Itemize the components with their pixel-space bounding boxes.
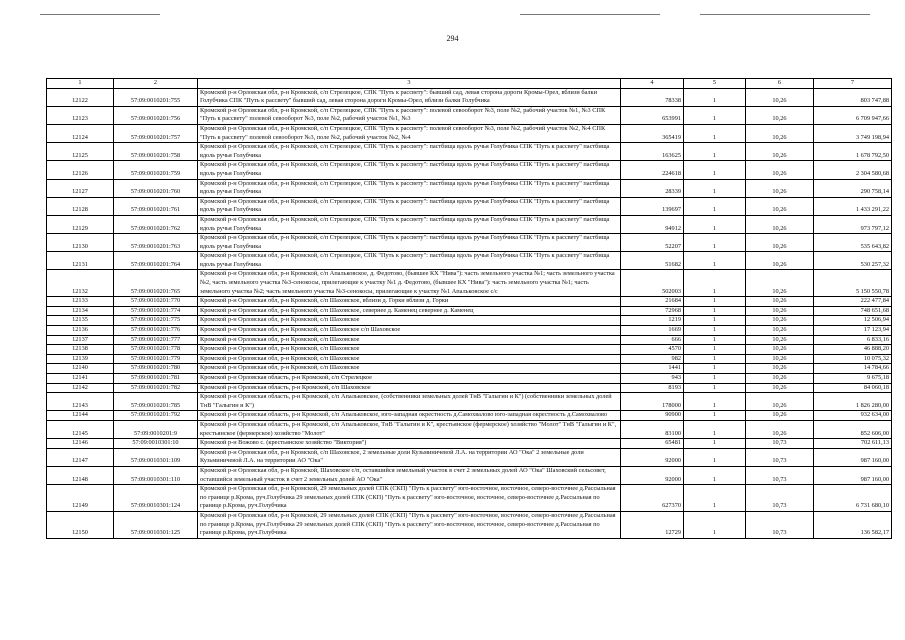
- table-row: [47, 179, 892, 197]
- total-value-cell: 702 611,13: [814, 439, 892, 449]
- location-description-cell: Кромской р-н Орловская обл, р-н Кромской, с/п Шаховское с/п Шаховское: [198, 326, 621, 336]
- location-description-cell: Кромской р-н Орловская обл, р-н Кромской, с/п Шаховское, вблизи д. Горки вблизи д. Горки: [198, 297, 621, 307]
- area-cell: 21684: [621, 297, 684, 307]
- cadastral-number-cell: 57:09:0010201:758: [114, 143, 198, 161]
- row-number-cell: 12125: [47, 143, 114, 161]
- share-cell: 1: [684, 297, 746, 307]
- price-cell: 10,73: [746, 511, 814, 538]
- share-cell: 1: [684, 161, 746, 179]
- table-row: [47, 161, 892, 179]
- table-row: [47, 511, 892, 538]
- row-number-cell: 12127: [47, 179, 114, 197]
- total-value-cell: 535 643,82: [814, 234, 892, 252]
- land-registry-table-wrapper: [46, 78, 891, 539]
- cadastral-number-cell: 57:09:0010301:109: [114, 448, 198, 466]
- area-cell: 8193: [621, 383, 684, 393]
- share-cell: 1: [684, 345, 746, 355]
- share-cell: 1: [684, 179, 746, 197]
- cadastral-number-cell: 57:09:0010201:776: [114, 326, 198, 336]
- total-value-cell: 932 634,00: [814, 411, 892, 421]
- location-description-cell: Кромской р-н Орловская обл, р-н Кромской, с/п Шаховское, севернее д. Каменец севернее д. Каменец: [198, 306, 621, 316]
- share-cell: 1: [684, 374, 746, 384]
- share-cell: 1: [684, 335, 746, 345]
- area-cell: 94912: [621, 215, 684, 233]
- row-number-cell: 12142: [47, 383, 114, 393]
- land-registry-table: [46, 78, 892, 539]
- area-cell: 1219: [621, 316, 684, 326]
- total-value-cell: 987 160,00: [814, 466, 892, 484]
- location-description-cell: Кромской р-н Орловская обл, р-н Кромской, с/п Апальковское, д. Федотово, (бывшее КХ "Нива"): часть земельного участка №1; часть земельного участка №2, часть земельного участка №3-сенокосы, прилегающие к участку №1 д. Федотово, (бывшее КХ "Нива"): часть земельного участка №1; часть земельного участка №2; часть земельного участка №3-сенокосы, прилегающие к участку №1 Апальковское с/с: [198, 270, 621, 297]
- row-number-cell: 12137: [47, 335, 114, 345]
- total-value-cell: 852 606,00: [814, 420, 892, 438]
- cadastral-number-cell: 57:09:0010201:777: [114, 335, 198, 345]
- row-number-cell: 12122: [47, 88, 114, 106]
- price-cell: 10,26: [746, 270, 814, 297]
- area-cell: 653991: [621, 106, 684, 124]
- location-description-cell: Кромской р-н Орловская обл, р-н Кромской, с/п Стрелецкое, СПК "Путь к рассвету": бывший сад, левая сторона дороги Кромы-Орел, вблизи балки Голубчика СПК "Путь к рассвету" бывший сад, левая сторона дороги Кромы-Орел, вблизи балки Голубчика: [198, 88, 621, 106]
- area-cell: 83100: [621, 420, 684, 438]
- share-cell: 1: [684, 306, 746, 316]
- price-cell: 10,26: [746, 215, 814, 233]
- row-number-cell: 12139: [47, 354, 114, 364]
- total-value-cell: 14 784,66: [814, 364, 892, 374]
- table-row: [47, 420, 892, 438]
- share-cell: 1: [684, 252, 746, 270]
- column-header: 7: [814, 79, 892, 89]
- total-value-cell: 222 477,84: [814, 297, 892, 307]
- area-cell: 52207: [621, 234, 684, 252]
- table-row: [47, 297, 892, 307]
- price-cell: 10,26: [746, 297, 814, 307]
- table-row: [47, 88, 892, 106]
- location-description-cell: Кромской р-н Орловская обл, р-н Кромской, с/п Шаховское: [198, 335, 621, 345]
- total-value-cell: 2 304 580,68: [814, 161, 892, 179]
- price-cell: 10,26: [746, 326, 814, 336]
- location-description-cell: Кромской р-н Орловская обл, р-н Кромской, с/п Стрелецкое, СПК "Путь к рассвету": пастбища вдоль ручья Голубчика СПК "Путь к рассвету" пастбища вдоль ручья Голубчика: [198, 234, 621, 252]
- price-cell: 10,26: [746, 411, 814, 421]
- total-value-cell: 9 675,18: [814, 374, 892, 384]
- table-row: [47, 354, 892, 364]
- area-cell: 12729: [621, 511, 684, 538]
- total-value-cell: 136 582,17: [814, 511, 892, 538]
- table-row: [47, 326, 892, 336]
- location-description-cell: Кромской р-н Орловская область, р-н Кромской, с/п Апальковское, юго-западная окрестность д.Самохвалово юго-западная окрестность д.Самохвалово: [198, 411, 621, 421]
- total-value-cell: 84 060,18: [814, 383, 892, 393]
- row-number-cell: 12126: [47, 161, 114, 179]
- price-cell: 10,26: [746, 197, 814, 215]
- share-cell: 1: [684, 326, 746, 336]
- row-number-cell: 12141: [47, 374, 114, 384]
- share-cell: 1: [684, 393, 746, 411]
- share-cell: 1: [684, 364, 746, 374]
- share-cell: 1: [684, 420, 746, 438]
- total-value-cell: 530 257,32: [814, 252, 892, 270]
- price-cell: 10,26: [746, 252, 814, 270]
- total-value-cell: 1 433 291,22: [814, 197, 892, 215]
- cadastral-number-cell: 57:09:0010201:770: [114, 297, 198, 307]
- location-description-cell: Кромской р-н Орловская область, р-н Кромской, с/п Апальковское, ТнВ "Галыгин и К", крестьянское (фермерское) хозяйство "Молот" ТнВ "Галыгин и К", крестьянское (фермерское) хозяйство "Молот": [198, 420, 621, 438]
- row-number-cell: 12133: [47, 297, 114, 307]
- location-description-cell: Кромской р-н Орловская обл, р-н Кромской, 29 земельных долей СПК (СКП) "Путь к рассвету" юго-восточное, восточное, северо-восточнее д.Рассыльная по границе р.Крома, руч.Голубчика 29 земельных долей СПК (СКП) "Путь к рассвету" юго-восточное, восточное, северо-восточнее д.Рассыльная по границе р.Крома, руч.Голубчика: [198, 485, 621, 512]
- location-description-cell: Кромской р-н Орловская обл, р-н Кромской, с/п Стрелецкое, СПК "Путь к рассвету": пастбища вдоль ручья Голубчика СПК "Путь к рассвету" пастбища вдоль ручья Голубчика: [198, 197, 621, 215]
- cadastral-number-cell: 57:09:0010201:774: [114, 306, 198, 316]
- cadastral-number-cell: 57:09:0010201:759: [114, 161, 198, 179]
- row-number-cell: 12140: [47, 364, 114, 374]
- share-cell: 1: [684, 124, 746, 142]
- price-cell: 10,73: [746, 448, 814, 466]
- row-number-cell: 12134: [47, 306, 114, 316]
- cadastral-number-cell: 57:09:0010301:124: [114, 485, 198, 512]
- cadastral-number-cell: 57:09:0010201:756: [114, 106, 198, 124]
- row-number-cell: 12124: [47, 124, 114, 142]
- table-row: [47, 270, 892, 297]
- area-cell: 943: [621, 374, 684, 384]
- table-row: [47, 345, 892, 355]
- location-description-cell: Кромской р-н Орловская обл, р-н Кромской, с/п Стрелецкое, СПК "Путь к рассвету": пастбища вдоль ручья Голубчика СПК "Путь к рассвету" пастбища вдоль ручья Голубчика: [198, 215, 621, 233]
- share-cell: 1: [684, 439, 746, 449]
- area-cell: 502003: [621, 270, 684, 297]
- total-value-cell: 1 826 280,00: [814, 393, 892, 411]
- cadastral-number-cell: 57:09:0010201:765: [114, 270, 198, 297]
- share-cell: 1: [684, 215, 746, 233]
- table-row: [47, 448, 892, 466]
- area-cell: 78338: [621, 88, 684, 106]
- row-number-cell: 12123: [47, 106, 114, 124]
- column-header: 5: [684, 79, 746, 89]
- cadastral-number-cell: 57:09:0010201:755: [114, 88, 198, 106]
- location-description-cell: Кромской р-н Орловская область, р-н Кромской, с/п Шаховское: [198, 383, 621, 393]
- location-description-cell: Кромской р-н Орловская обл, р-н Кромской, с/п Шаховское: [198, 345, 621, 355]
- cadastral-number-cell: 57:09:0010301:110: [114, 466, 198, 484]
- total-value-cell: 6 709 947,66: [814, 106, 892, 124]
- area-cell: 178000: [621, 393, 684, 411]
- area-cell: 666: [621, 335, 684, 345]
- location-description-cell: Кромской р-н Орловская обл, р-н Кромской, с/п Шаховское, 2 земельные доли Кузьминичевой Л.А. на территории АО "Ока" 2 земельные доли Кузьминичевой Л.А. на территории АО "Ока": [198, 448, 621, 466]
- total-value-cell: 1 678 792,50: [814, 143, 892, 161]
- cadastral-number-cell: 57:09:0010201:779: [114, 354, 198, 364]
- area-cell: 982: [621, 354, 684, 364]
- cadastral-number-cell: 57:09:0010201:781: [114, 374, 198, 384]
- table-row: [47, 374, 892, 384]
- location-description-cell: Кромской р-н Орловская обл, р-н Кромской, с/п Стрелецкое, СПК "Путь к рассвету": полевой севооборот №3, поле №2, рабочий участок №1, №3 СПК "Путь к рассвету" полевой севооборот №3, поле №2, рабочий участок №1, №3: [198, 106, 621, 124]
- location-description-cell: Кромской р-н Орловская обл, р-н Кромской, с/п Шаховское: [198, 364, 621, 374]
- area-cell: 365419: [621, 124, 684, 142]
- row-number-cell: 12148: [47, 466, 114, 484]
- share-cell: 1: [684, 234, 746, 252]
- row-number-cell: 12143: [47, 393, 114, 411]
- area-cell: 627370: [621, 485, 684, 512]
- table-row: [47, 215, 892, 233]
- table-row: [47, 197, 892, 215]
- total-value-cell: 290 758,14: [814, 179, 892, 197]
- cadastral-number-cell: 57:09:0010201:757: [114, 124, 198, 142]
- area-cell: 139697: [621, 197, 684, 215]
- share-cell: 1: [684, 383, 746, 393]
- price-cell: 10,26: [746, 335, 814, 345]
- price-cell: 10,26: [746, 383, 814, 393]
- share-cell: 1: [684, 106, 746, 124]
- cadastral-number-cell: 57:09:0010201:792: [114, 411, 198, 421]
- total-value-cell: 3 749 198,94: [814, 124, 892, 142]
- location-description-cell: Кромской р-н Орловская область, р-н Кромской, с/п Апальковское, (собственники земельных долей ТнВ "Галыгин и К") (собственники земельных долей ТнВ "Галыгин и К"): [198, 393, 621, 411]
- total-value-cell: 17 123,94: [814, 326, 892, 336]
- cadastral-number-cell: 57:09:0010201:760: [114, 179, 198, 197]
- table-row: [47, 234, 892, 252]
- cadastral-number-cell: 57:09:0010201:761: [114, 197, 198, 215]
- area-cell: 72968: [621, 306, 684, 316]
- price-cell: 10,26: [746, 374, 814, 384]
- share-cell: 1: [684, 485, 746, 512]
- share-cell: 1: [684, 270, 746, 297]
- cadastral-number-cell: 57:09:0010201:763: [114, 234, 198, 252]
- price-cell: 10,26: [746, 88, 814, 106]
- row-number-cell: 12138: [47, 345, 114, 355]
- share-cell: 1: [684, 511, 746, 538]
- cadastral-number-cell: 57:09:0010201:762: [114, 215, 198, 233]
- cadastral-number-cell: 57:09:0010201:782: [114, 383, 198, 393]
- price-cell: 10,26: [746, 364, 814, 374]
- cadastral-number-cell: 57:09:0010301:125: [114, 511, 198, 538]
- price-cell: 10,26: [746, 179, 814, 197]
- area-cell: 4570: [621, 345, 684, 355]
- price-cell: 10,26: [746, 234, 814, 252]
- row-number-cell: 12146: [47, 439, 114, 449]
- scan-artifact-line: [520, 14, 660, 15]
- column-header: 2: [114, 79, 198, 89]
- price-cell: 10,73: [746, 485, 814, 512]
- price-cell: 10,26: [746, 124, 814, 142]
- price-cell: 10,73: [746, 439, 814, 449]
- row-number-cell: 12128: [47, 197, 114, 215]
- table-row: [47, 124, 892, 142]
- row-number-cell: 12145: [47, 420, 114, 438]
- column-header: 3: [198, 79, 621, 89]
- area-cell: 92000: [621, 466, 684, 484]
- table-row: [47, 485, 892, 512]
- row-number-cell: 12129: [47, 215, 114, 233]
- location-description-cell: Кромской р-н Орловская обл, р-н Кромской, с/п Шаховское: [198, 316, 621, 326]
- share-cell: 1: [684, 197, 746, 215]
- row-number-cell: 12149: [47, 485, 114, 512]
- location-description-cell: Кромской р-н Орловская обл, р-н Кромской, с/п Стрелецкое, СПК "Путь к рассвету": пастбища вдоль ручья Голубчика СПК "Путь к рассвету" пастбища вдоль ручья Голубчика: [198, 252, 621, 270]
- area-cell: 1441: [621, 364, 684, 374]
- price-cell: 10,26: [746, 106, 814, 124]
- share-cell: 1: [684, 466, 746, 484]
- location-description-cell: Кромской р-н Орловская обл, р-н Кромской, с/п Стрелецкое, СПК "Путь к рассвету": полевой севооборот №3, поле №2, рабочий участок №2, №4 СПК "Путь к рассвету" полевой севооборот №3, поле №2, рабочий участок №2, №4: [198, 124, 621, 142]
- cadastral-number-cell: 57:09:0010201:778: [114, 345, 198, 355]
- cadastral-number-cell: 57:09:0010201:780: [114, 364, 198, 374]
- scan-artifact-line: [40, 14, 160, 15]
- location-description-cell: Кромской р-н Орловская обл, р-н Кромской, Шаховское с/п, оставшийся земельный участок в счет 2 земельных долей АО "Ока" Шаховский сельсовет, оставшийся земельный участок в счет 2 земельных долей АО "Ока": [198, 466, 621, 484]
- table-row: [47, 252, 892, 270]
- column-header: 6: [746, 79, 814, 89]
- table-row: [47, 411, 892, 421]
- share-cell: 1: [684, 448, 746, 466]
- row-number-cell: 12135: [47, 316, 114, 326]
- table-row: [47, 316, 892, 326]
- share-cell: 1: [684, 411, 746, 421]
- share-cell: 1: [684, 88, 746, 106]
- cadastral-number-cell: 57:09:0010301:10: [114, 439, 198, 449]
- column-header: 1: [47, 79, 114, 89]
- location-description-cell: Кромской р-н Орловская область, р-н Кромской, с/п Стрелецкое: [198, 374, 621, 384]
- location-description-cell: Кромской р-н Орловская обл, р-н Кромской, с/п Стрелецкое, СПК "Путь к рассвету": пастбища вдоль ручья Голубчика СПК "Путь к рассвету" пастбища вдоль ручья Голубчика: [198, 161, 621, 179]
- area-cell: 1669: [621, 326, 684, 336]
- total-value-cell: 6 731 680,10: [814, 485, 892, 512]
- row-number-cell: 12147: [47, 448, 114, 466]
- price-cell: 10,26: [746, 393, 814, 411]
- total-value-cell: 5 150 550,78: [814, 270, 892, 297]
- table-row: [47, 306, 892, 316]
- cadastral-number-cell: 57:09:0010201:9: [114, 420, 198, 438]
- table-row: [47, 143, 892, 161]
- table-header-row: [47, 79, 892, 89]
- price-cell: 10,26: [746, 306, 814, 316]
- table-row: [47, 106, 892, 124]
- cadastral-number-cell: 57:09:0010201:764: [114, 252, 198, 270]
- location-description-cell: Кромской р-н Орловская обл, р-н Кромской, с/п Шаховское: [198, 354, 621, 364]
- price-cell: 10,26: [746, 316, 814, 326]
- location-description-cell: Кромской р-н Орловская обл, р-н Кромской, с/п Стрелецкое, СПК "Путь к рассвету": пастбища вдоль ручья Голубчика СПК "Путь к рассвету" пастбища вдоль ручья Голубчика: [198, 179, 621, 197]
- area-cell: 28339: [621, 179, 684, 197]
- row-number-cell: 12131: [47, 252, 114, 270]
- share-cell: 1: [684, 316, 746, 326]
- total-value-cell: 987 160,00: [814, 448, 892, 466]
- location-description-cell: Кромской р-н Орловская обл, р-н Кромской, с/п Стрелецкое, СПК "Путь к рассвету": пастбища вдоль ручья Голубчика СПК "Путь к рассвету" пастбища вдоль ручья Голубчика: [198, 143, 621, 161]
- total-value-cell: 46 888,20: [814, 345, 892, 355]
- table-row: [47, 383, 892, 393]
- price-cell: 10,26: [746, 420, 814, 438]
- total-value-cell: 10 075,32: [814, 354, 892, 364]
- row-number-cell: 12130: [47, 234, 114, 252]
- price-cell: 10,26: [746, 345, 814, 355]
- location-description-cell: Кромской р-н Вожово с. (крестьянское хозяйство "Виктория"): [198, 439, 621, 449]
- area-cell: 224618: [621, 161, 684, 179]
- share-cell: 1: [684, 354, 746, 364]
- scan-artifact-line: [700, 14, 870, 15]
- area-cell: 92000: [621, 448, 684, 466]
- total-value-cell: 973 797,12: [814, 215, 892, 233]
- table-row: [47, 364, 892, 374]
- price-cell: 10,26: [746, 354, 814, 364]
- total-value-cell: 748 651,68: [814, 306, 892, 316]
- cadastral-number-cell: 57:09:0010201:775: [114, 316, 198, 326]
- total-value-cell: 803 747,88: [814, 88, 892, 106]
- row-number-cell: 12144: [47, 411, 114, 421]
- area-cell: 65481: [621, 439, 684, 449]
- table-row: [47, 335, 892, 345]
- table-row: [47, 393, 892, 411]
- price-cell: 10,73: [746, 466, 814, 484]
- price-cell: 10,26: [746, 161, 814, 179]
- share-cell: 1: [684, 143, 746, 161]
- row-number-cell: 12136: [47, 326, 114, 336]
- column-header: 4: [621, 79, 684, 89]
- area-cell: 51682: [621, 252, 684, 270]
- cadastral-number-cell: 57:09:0010201:785: [114, 393, 198, 411]
- area-cell: 163625: [621, 143, 684, 161]
- location-description-cell: Кромской р-н Орловская обл, р-н Кромской, 29 земельных долей СПК (СКП) "Путь к рассвету" юго-восточное, восточное, северо-восточнее д.Рассыльная по границе р.Крома, руч.Голубчика 29 земельных долей СПК (СКП) "Путь к рассвету" юго-восточное, восточное, северо-восточнее д.Рассыльная по границе р.Крома, руч.Голубчика: [198, 511, 621, 538]
- table-row: [47, 439, 892, 449]
- total-value-cell: 6 833,16: [814, 335, 892, 345]
- total-value-cell: 12 506,94: [814, 316, 892, 326]
- page-number: 294: [446, 34, 459, 43]
- table-row: [47, 466, 892, 484]
- area-cell: 90900: [621, 411, 684, 421]
- price-cell: 10,26: [746, 143, 814, 161]
- row-number-cell: 12150: [47, 511, 114, 538]
- row-number-cell: 12132: [47, 270, 114, 297]
- table-body: [47, 88, 892, 538]
